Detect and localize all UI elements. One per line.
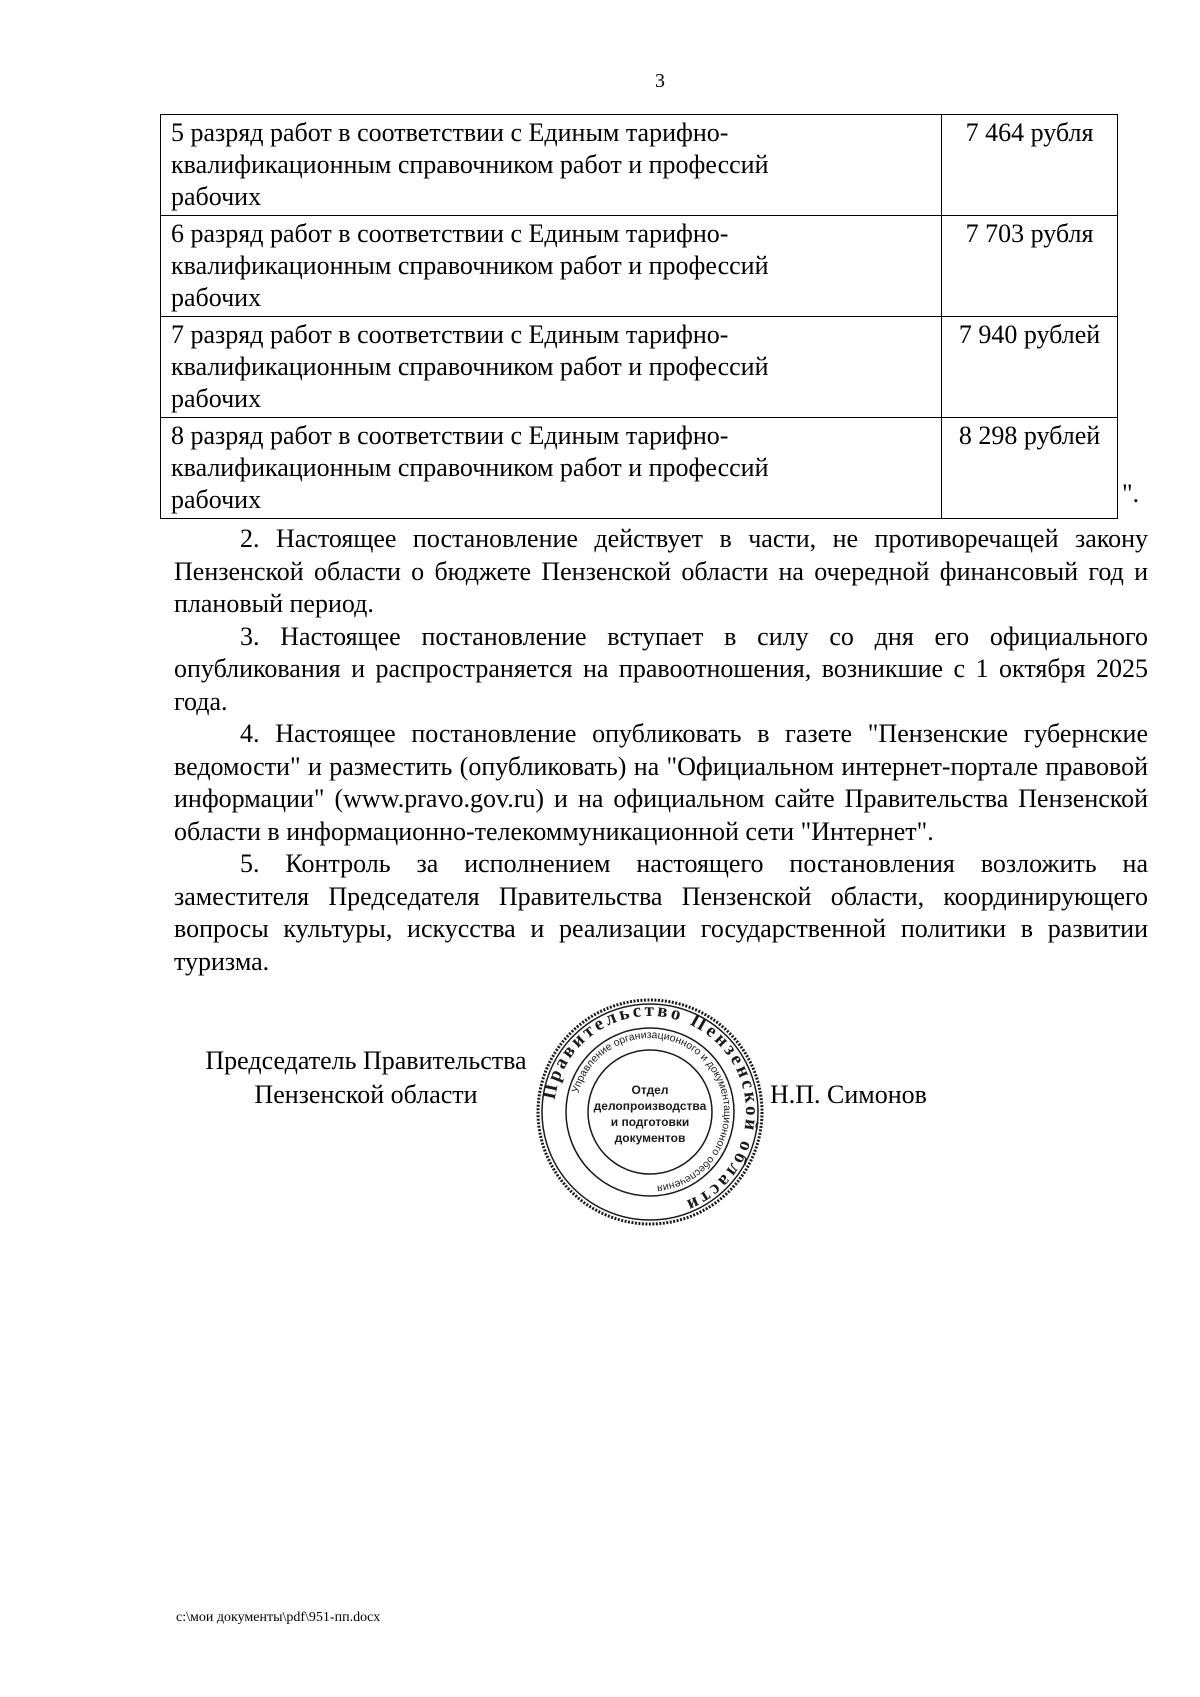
resolution-body (174, 523, 1148, 978)
paragraph-4: 4. Настоящее постановление опубликовать в газете "Пензенские губернские ведомости" и разместить (опубликовать) на "Официальном интернет-портале правовой информации" (www.pravo.gov.ru) и на официальном сайте Правительства Пензенской области в информационно-телекоммуникационной сети "Интернет". (174, 719, 1148, 846)
table-row (161, 418, 1118, 519)
rank-description: 5 разряд работ в соответствии с Единым тарифно- квалификационным справочником работ и профессий рабочих (161, 115, 942, 216)
paragraph-5: 5. Контроль за исполнением настоящего постановления возложить на заместителя Председателя Правительства Пензенской области, координирующего вопросы культуры, искусства и реализации государственной политики в развитии туризма. (174, 849, 1148, 976)
signatory-name: Н.П. Симонов (770, 1080, 927, 1109)
rank-amount: 7 464 рубля (942, 115, 1118, 216)
paragraph-3: 3. Настоящее постановление вступает в силу со дня его официального опубликования и распространяется на правоотношения, возникшие с 1 октября 2025 года. (174, 621, 1148, 716)
table-row (161, 115, 1118, 216)
svg-text:документов: документов (614, 1131, 686, 1145)
seal-middle-text: Управление организационного и документационного обеспечения (569, 1028, 734, 1195)
rank-amount: 8 298 рублей (942, 418, 1118, 519)
rank-amount: 7 940 рублей (942, 317, 1118, 418)
rank-description: 7 разряд работ в соответствии с Единым тарифно- квалификационным справочником работ и профессий рабочих (161, 317, 942, 418)
page-number: 3 (655, 70, 665, 92)
signatory-position: Председатель Правительства Пензенской области (205, 1046, 527, 1109)
official-seal-icon (532, 994, 768, 1230)
closing-quote: ". (1122, 479, 1140, 508)
svg-text:и подготовки: и подготовки (610, 1115, 690, 1129)
file-path: c:\мои документы\pdf\951-пп.docx (176, 1610, 381, 1625)
rates-table (160, 114, 1118, 519)
svg-text:Отдел: Отдел (631, 1083, 669, 1097)
rank-amount: 7 703 рубля (942, 216, 1118, 317)
rank-description: 6 разряд работ в соответствии с Единым тарифно- квалификационным справочником работ и профессий рабочих (161, 216, 942, 317)
rank-description: 8 разряд работ в соответствии с Единым тарифно- квалификационным справочником работ и профессий рабочих (161, 418, 942, 519)
paragraph-2: 2. Настоящее постановление действует в части, не противоречащей закону Пензенской области о бюджете Пензенской области на очередной финансовый год и плановый период. (174, 524, 1148, 618)
signature-block (0, 999, 1200, 1244)
table-row (161, 317, 1118, 418)
table-row (161, 216, 1118, 317)
svg-text:делопроизводства: делопроизводства (593, 1099, 707, 1113)
seal-outer-text: Правительство Пензенской области (538, 999, 763, 1217)
